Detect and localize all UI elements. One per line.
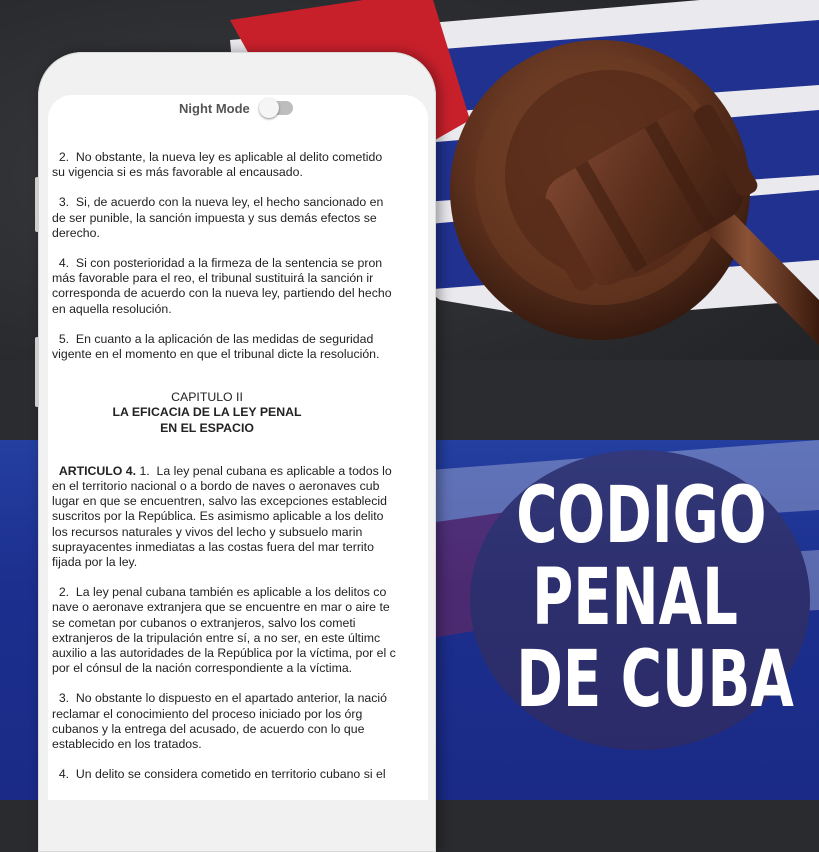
document-text — [52, 150, 428, 783]
text-line: suscritos por la República. Es asimismo aplicable a los delito — [52, 509, 384, 524]
headline-line-3: DE CUBA — [516, 635, 794, 725]
headline-line-2: PENAL — [532, 553, 738, 643]
text-line: 5. En cuanto a la aplicación de las medidas de seguridad — [52, 331, 374, 346]
night-mode-label: Night Mode — [179, 101, 250, 116]
text-line: establecido en los tratados. — [52, 737, 202, 752]
text-line: reclamar el conocimiento del proceso iniciado por los órg — [52, 706, 363, 721]
chapter-heading — [52, 390, 362, 436]
text-line: 4. Un delito se considera cometido en territorio cubano si el — [52, 767, 386, 782]
text-line: auxilio a las autoridades de la República por la víctima, por el c — [52, 646, 396, 661]
headline-line-1: CODIGO — [516, 471, 767, 561]
paragraph — [52, 195, 428, 241]
text-line: por el cónsul de la nación correspondiente a la víctima. — [52, 661, 353, 676]
article-paragraph — [52, 464, 428, 570]
text-line: 1. La ley penal cubana es aplicable a todos lo — [136, 463, 392, 478]
text-line: más favorable para el reo, el tribunal sustituirá la sanción ir — [52, 271, 374, 286]
promo-headline — [516, 471, 794, 725]
text-line: 4. Si con posterioridad a la firmeza de la sentencia se pron — [52, 256, 383, 271]
chapter-number: CAPITULO II — [171, 390, 243, 405]
night-mode-row — [48, 95, 428, 125]
toggle-knob[interactable] — [259, 98, 279, 118]
text-line: lugar en que se encuentren, salvo las excepciones establecid — [52, 494, 387, 509]
paragraph — [52, 256, 428, 317]
text-line: derecho. — [52, 225, 100, 240]
text-line: corresponda de acuerdo con la nueva ley, partiendo del hecho — [52, 286, 392, 301]
text-line: 2. No obstante, la nueva ley es aplicable al delito cometido — [52, 150, 383, 164]
text-line: cubanos y la entrega del acusado, de acuerdo con lo que — [52, 721, 365, 736]
paragraph — [52, 691, 428, 752]
text-line: 2. La ley penal cubana también es aplicable a los delitos co — [52, 585, 387, 600]
text-line: se cometan por cubanos o extranjeros, salvo los cometi — [52, 615, 356, 630]
text-line: en aquella resolución. — [52, 301, 172, 316]
text-line: de ser punible, la sanción impuesta y sus demás efectos se — [52, 210, 377, 225]
paragraph — [52, 332, 428, 362]
phone-side-button — [35, 337, 39, 407]
text-line: nave o aeronave extranjera que se encuentre en mar o aire te — [52, 600, 390, 615]
text-line: 3. Si, de acuerdo con la nueva ley, el hecho sancionado en — [52, 195, 384, 210]
chapter-title-line-1: LA EFICACIA DE LA LEY PENAL — [112, 405, 302, 420]
article-heading: ARTICULO 4. — [58, 463, 137, 478]
text-line: vigente en el momento en que el tribunal dicte la resolución. — [52, 347, 380, 362]
text-line: su vigencia si es más favorable al encausado. — [52, 165, 303, 180]
text-line: extranjeros de la tripulación entre sí, a no ser, en este últimc — [52, 630, 381, 645]
chapter-title-line-2: EN EL ESPACIO — [160, 420, 254, 435]
text-line: 3. No obstante lo dispuesto en el apartado anterior, la nació — [52, 691, 387, 706]
phone-side-button — [35, 177, 39, 232]
app-screen — [48, 95, 428, 800]
text-line: suprayacentes inmediatas a las costas fuera del mar territo — [52, 539, 374, 554]
paragraph — [52, 767, 428, 782]
paragraph — [52, 585, 428, 676]
paragraph — [52, 150, 428, 180]
text-line: en el territorio nacional o a bordo de naves o aeronaves cub — [52, 479, 380, 494]
night-mode-toggle[interactable] — [261, 101, 293, 115]
text-line: los recursos naturales y vivos del lecho y subsuelo marin — [52, 524, 363, 539]
text-line: fijada por la ley. — [52, 555, 138, 570]
